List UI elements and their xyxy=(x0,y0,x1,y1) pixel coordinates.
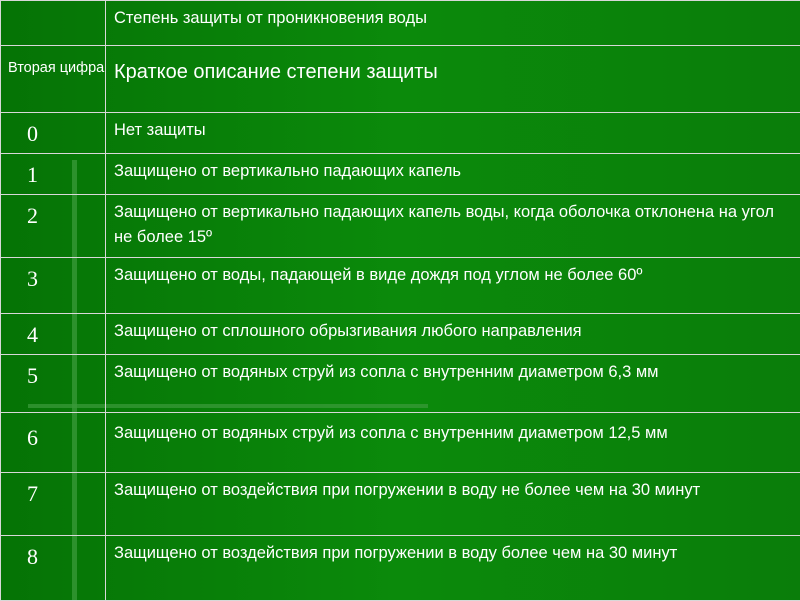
table-row xyxy=(1,154,800,195)
column-header-digit: Вторая цифра xyxy=(1,46,106,113)
digit-cell: 5 xyxy=(1,355,106,413)
digit-cell: 8 xyxy=(1,536,106,601)
description-cell: Защищено от воды, падающей в виде дождя под углом не более 60º xyxy=(106,258,800,314)
description-cell: Защищено от сплошного обрызгивания любого направления xyxy=(106,314,800,355)
description-cell: Защищено от водяных струй из сопла с внутренним диаметром 12,5 мм xyxy=(106,413,800,473)
table-row xyxy=(1,113,800,154)
description-cell: Нет защиты xyxy=(106,113,800,154)
corner-cell xyxy=(1,1,106,46)
table-row xyxy=(1,536,800,601)
digit-cell: 6 xyxy=(1,413,106,473)
digit-cell: 0 xyxy=(1,113,106,154)
column-header-description: Краткое описание степени защиты xyxy=(106,46,800,113)
digit-cell: 1 xyxy=(1,154,106,195)
digit-cell: 2 xyxy=(1,195,106,258)
table-row xyxy=(1,355,800,413)
table-row xyxy=(1,413,800,473)
digit-cell: 7 xyxy=(1,473,106,536)
description-cell: Защищено от воздействия при погружении в воду не более чем на 30 минут xyxy=(106,473,800,536)
table-row xyxy=(1,314,800,355)
digit-cell: 4 xyxy=(1,314,106,355)
description-cell: Защищено от водяных струй из сопла с внутренним диаметром 6,3 мм xyxy=(106,355,800,413)
description-cell: Защищено от воздействия при погружении в воду более чем на 30 минут xyxy=(106,536,800,601)
description-cell: Защищено от вертикально падающих капель xyxy=(106,154,800,195)
table-header-row xyxy=(1,46,800,113)
table-row xyxy=(1,473,800,536)
table-row xyxy=(1,258,800,314)
description-cell: Защищено от вертикально падающих капель воды, когда оболочка отклонена на угол не более 15º xyxy=(106,195,800,258)
digit-cell: 3 xyxy=(1,258,106,314)
table-row xyxy=(1,1,800,46)
table-title: Степень защиты от проникновения воды xyxy=(106,1,800,46)
table-row xyxy=(1,195,800,258)
